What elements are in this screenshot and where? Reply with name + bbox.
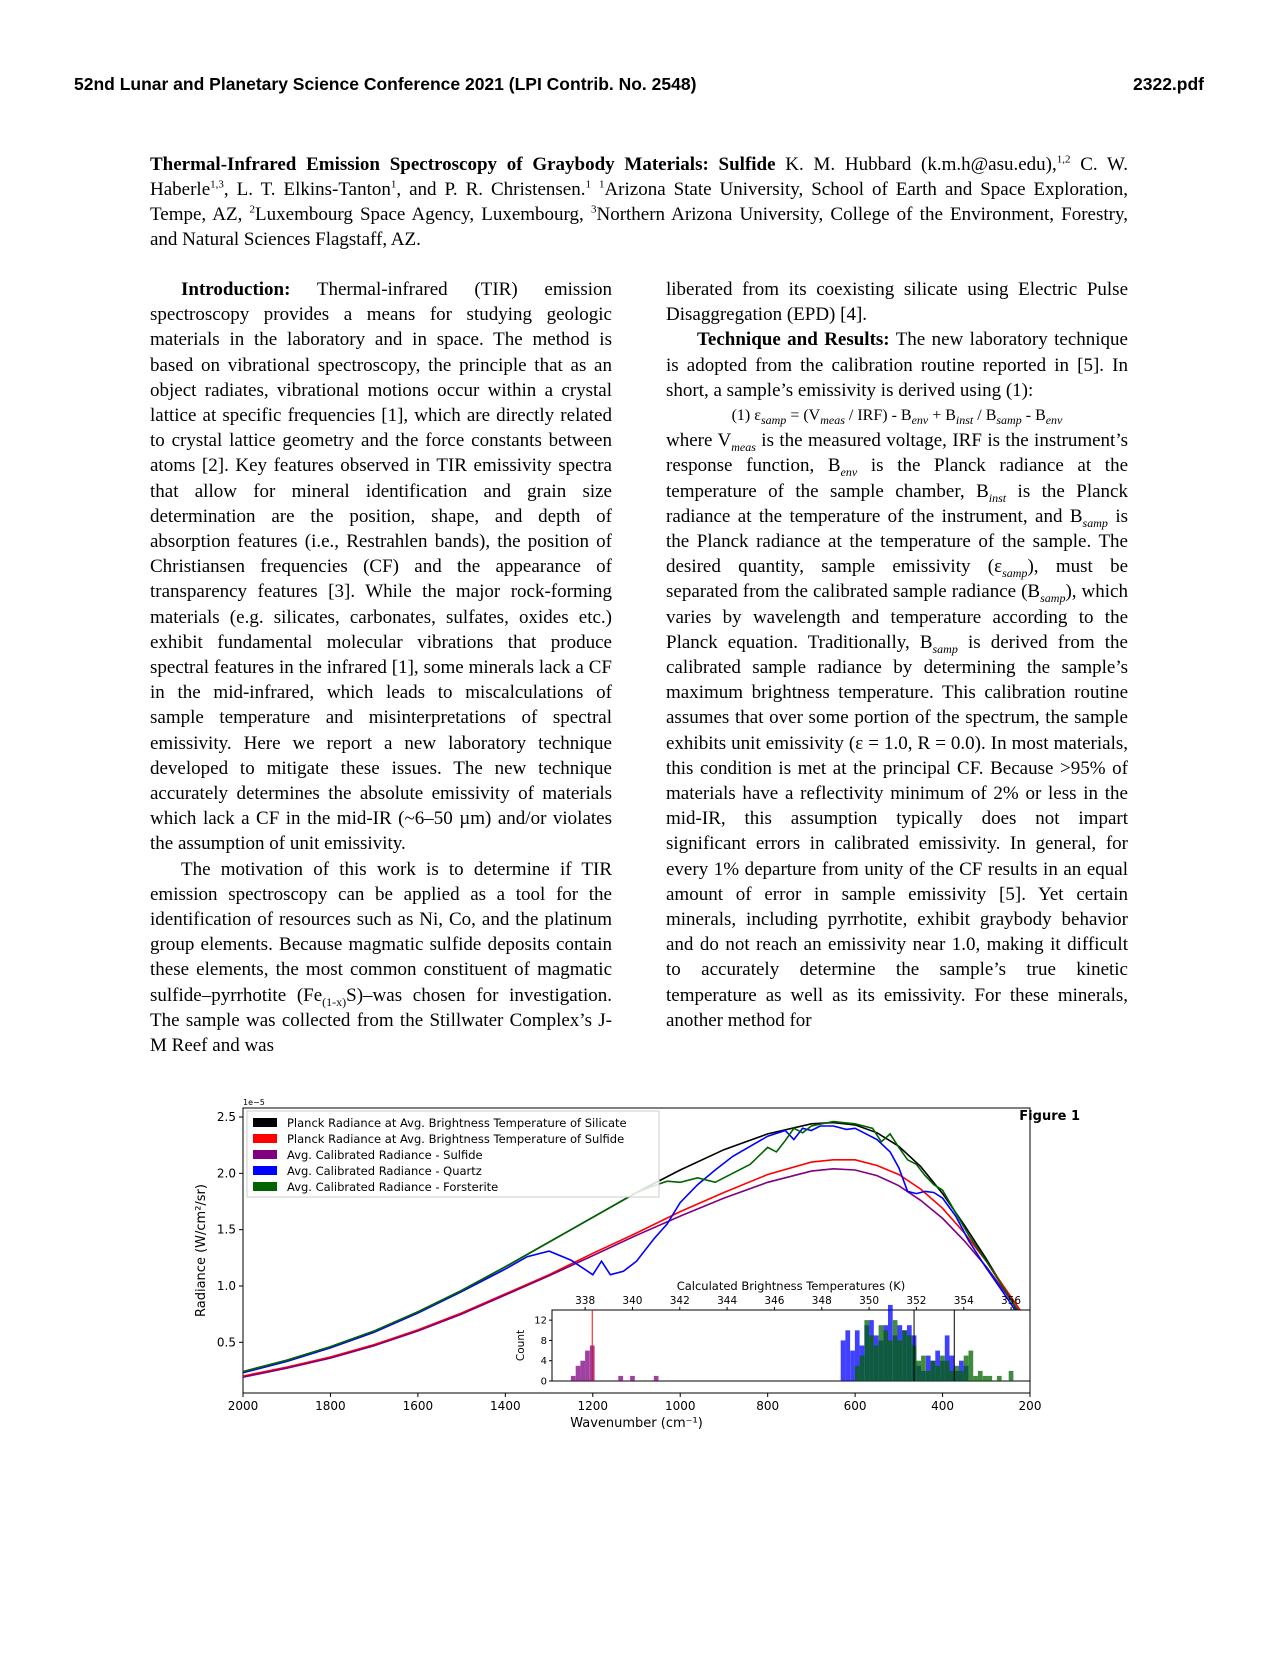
inset-bar-sulfide bbox=[585, 1351, 590, 1381]
x-tick-label: 2000 bbox=[227, 1399, 259, 1413]
figure-label: Figure 1 bbox=[1019, 1109, 1080, 1124]
affiliation-2: Luxembourg Space Agency, Luxembourg, bbox=[255, 204, 591, 225]
inset-bar-sulfide bbox=[580, 1361, 585, 1381]
technique-heading: Technique and Results: bbox=[697, 329, 890, 351]
figure-1 bbox=[195, 1098, 1115, 1498]
x-tick-label: 1800 bbox=[315, 1399, 346, 1413]
paper-title: Thermal-Infrared Emission Spectroscopy of Graybody Materials: Sulfide bbox=[150, 154, 776, 175]
inset-bar-forsterite bbox=[893, 1320, 898, 1381]
intro-paragraph: Introduction: Thermal-infrared (TIR) emission spectroscopy provides a means for studying geologic materials in the laboratory and in space. The method is based on vibrational spectroscopy, the principle that as an object radiates, vibrational motions occur within a crystal lattice at specific frequencies [1], which are directly related to crystal lattice geometry and the force constants between atoms [2]. Key features observed in TIR emissivity spectra that allow for mineral identification and grain size determination are the position, shape, and depth of absorption features (i.e., Restrahlen bands), the position of Christiansen frequencies (CF) and the appearance of transparency features [3]. While the major rock-forming materials (e.g. silicates, carbonates, sulfates, oxides etc.) exhibit fundamental molecular vibrations that produce spectral features in the infrared [1], some minerals lack a CF in the mid-infrared, which leads to miscalculations of sample temperature and misinterpretations of spectral emissivity. Here we report a new laboratory technique developed to mitigate these issues. The new technique accurately determines the absolute emissivity of materials which lack a CF in the mid-IR (~6–50 µm) and/or violates the assumption of unit emissivity. bbox=[150, 279, 612, 855]
inset-bar-forsterite bbox=[950, 1371, 955, 1381]
inset-bar-forsterite bbox=[978, 1371, 983, 1381]
inset-bar-forsterite bbox=[874, 1346, 879, 1382]
inset-bar-forsterite bbox=[879, 1325, 884, 1381]
inset-y-tick-label: 4 bbox=[540, 1356, 547, 1368]
x-tick-label: 800 bbox=[756, 1399, 780, 1413]
technique-paragraph: Technique and Results: The new laboratory technique is adopted from the calibration routine reported in [5]. In short, a sample’s emissivity is derived using (1): bbox=[666, 329, 1128, 401]
inset-x-tick-label: 356 bbox=[1001, 1295, 1022, 1307]
inset-bar-forsterite bbox=[935, 1366, 940, 1381]
inset-bar-sulfide bbox=[630, 1376, 635, 1381]
inset-bar-forsterite bbox=[964, 1356, 969, 1381]
y-multiplier: 1e−5 bbox=[243, 1098, 265, 1107]
intro-heading: Introduction: bbox=[181, 279, 291, 300]
x-tick-label: 1400 bbox=[490, 1399, 521, 1413]
conference-header: 52nd Lunar and Planetary Science Conference 2021 (LPI Contrib. No. 2548) bbox=[74, 74, 697, 94]
y-tick-label: 2.0 bbox=[216, 1166, 236, 1181]
x-tick-label: 1600 bbox=[402, 1399, 434, 1413]
inset-x-tick-label: 346 bbox=[764, 1295, 785, 1307]
legend-swatch bbox=[253, 1134, 277, 1143]
legend-entry: Avg. Calibrated Radiance - Forsterite bbox=[287, 1180, 499, 1194]
inset-bar-sulfide bbox=[654, 1376, 659, 1381]
inset-bar-forsterite bbox=[940, 1356, 945, 1381]
inset-bar-forsterite bbox=[898, 1340, 903, 1381]
inset-bar-sulfide bbox=[571, 1376, 576, 1381]
inset-bar-forsterite bbox=[945, 1361, 950, 1381]
inset-bar-quartz bbox=[850, 1351, 855, 1381]
legend-entry: Avg. Calibrated Radiance - Quartz bbox=[287, 1164, 482, 1178]
x-tick-label: 1000 bbox=[664, 1399, 696, 1413]
y-axis-label: Radiance (W/cm²/sr) bbox=[195, 1184, 209, 1317]
inset-bar-forsterite bbox=[883, 1330, 888, 1381]
inset-x-tick-label: 354 bbox=[953, 1295, 974, 1307]
legend-swatch bbox=[253, 1118, 277, 1127]
inset-bar-quartz bbox=[841, 1340, 846, 1381]
y-tick-label: 2.5 bbox=[216, 1110, 236, 1125]
legend-entry: Avg. Calibrated Radiance - Sulfide bbox=[287, 1148, 483, 1162]
inset-bar-forsterite bbox=[987, 1376, 992, 1381]
legend-entry: Planck Radiance at Avg. Brightness Temperature of Silicate bbox=[287, 1116, 627, 1130]
inset-bar-forsterite bbox=[954, 1366, 959, 1381]
inset-bar-forsterite bbox=[860, 1356, 865, 1381]
inset-bar-forsterite bbox=[855, 1366, 860, 1381]
inset-bar-sulfide bbox=[576, 1366, 581, 1381]
inset-bar-forsterite bbox=[921, 1356, 926, 1381]
legend-swatch bbox=[253, 1166, 277, 1175]
page-id: 2322.pdf bbox=[1133, 74, 1204, 94]
x-tick-label: 600 bbox=[843, 1399, 867, 1413]
inset-bar-forsterite bbox=[931, 1361, 936, 1381]
inset-x-tick-label: 340 bbox=[622, 1295, 643, 1307]
inset-bar-forsterite bbox=[869, 1335, 874, 1381]
where-paragraph: where $V_{meas}$ is the measured voltage, IRF is the instrument’s response function, $B_{env}$ is the Planck radiance at the temperature of the sample chamber, $B_{inst}$ is the Planck radiance at the temperature of the instrument, and $B_{samp}$ is the Planck radiance at the temperature of the sample. The desired quantity, sample emissivity $(\varepsilon_{samp})$, must be separated from the calibrated sample radiance $(B_{samp})$, which varies by wavelength and temperature according to the Planck equation. Traditionally, $B_{samp}$ is derived from the calibrated sample radiance by determining the sample’s maximum brightness temperature. This calibration routine assumes that over some portion of the spectrum, the sample exhibits unit emissivity (ε = 1.0, R = 0.0). In most materials, this condition is met at the principal CF. Because >95% of materials have a reflectivity minimum of 2% or less in the mid-IR, this assumption typically does not impart significant errors in calibrated emissivity. In general, for every 1% departure from unity of the CF results in an equal amount of error in sample emissivity [5]. Yet certain minerals, including pyrrhotite, exhibit graybody behavior and do not reach an emissivity near 1.0, making it difficult to accurately determine the sample’s true kinetic temperature as well as its emissivity. For these minerals, another method for bbox=[666, 430, 1128, 1031]
inset-bar-forsterite bbox=[902, 1330, 907, 1381]
y-tick-label: 1.5 bbox=[216, 1222, 236, 1237]
inset-x-tick-label: 344 bbox=[717, 1295, 738, 1307]
inset-x-tick-label: 342 bbox=[669, 1295, 690, 1307]
right-column bbox=[666, 277, 1128, 1033]
inset-x-tick-label: 350 bbox=[859, 1295, 880, 1307]
inset-bar-forsterite bbox=[997, 1376, 1002, 1381]
inset-y-tick-label: 0 bbox=[540, 1376, 547, 1388]
x-tick-label: 200 bbox=[1018, 1399, 1042, 1413]
inset-bar-forsterite bbox=[983, 1376, 988, 1381]
inset-bar-forsterite bbox=[969, 1351, 974, 1381]
inset-x-tick-label: 352 bbox=[906, 1295, 927, 1307]
inset-x-tick-label: 348 bbox=[811, 1295, 832, 1307]
affiliation-3: Northern Arizona University, College of the Environment, Forestry, and Natural Sciences Flagstaff, AZ. bbox=[150, 204, 1128, 250]
inset-title: Calculated Brightness Temperatures (K) bbox=[676, 1279, 906, 1293]
affiliation-1: Arizona State University, School of Earth and Space Exploration, Tempe, AZ, bbox=[150, 179, 1129, 225]
inset-bar-forsterite bbox=[926, 1371, 931, 1381]
radiance-chart bbox=[195, 1098, 1115, 1498]
inset-x-tick-label: 338 bbox=[575, 1295, 596, 1307]
author-1: K. M. Hubbard (k.m.h@asu.edu), bbox=[775, 154, 1057, 175]
author-2: C. W. Haberle bbox=[150, 154, 1128, 200]
author-3: , L. T. Elkins-Tanton bbox=[223, 179, 391, 200]
inset-y-tick-label: 12 bbox=[534, 1315, 547, 1327]
inset-bar-forsterite bbox=[864, 1320, 869, 1381]
author-4: , and P. R. Christensen. bbox=[396, 179, 586, 200]
inset-bar-forsterite bbox=[916, 1361, 921, 1381]
inset-bar-forsterite bbox=[973, 1376, 978, 1381]
inset-y-tick-label: 8 bbox=[540, 1335, 547, 1347]
left-column bbox=[150, 277, 612, 1058]
legend-swatch bbox=[253, 1150, 277, 1159]
inset-bar-forsterite bbox=[1009, 1371, 1014, 1381]
y-tick-label: 0.5 bbox=[216, 1335, 236, 1350]
inset-bar-forsterite bbox=[959, 1371, 964, 1381]
title-block: Thermal-Infrared Emission Spectroscopy of Graybody Materials: Sulfide K. M. Hubbard (k.m.h@asu.edu),$^{1,2}$ C. W. Haberle$^{1,3}$, L. T. Elkins-Tanton$^1$, and P. R. Christensen.$^1$ $^1$Arizona State University, School of Earth and Space Exploration, Tempe, AZ, $^2$Luxembourg Space Agency, Luxembourg, $^3$Northern Arizona University, College of the Environment, Forestry, and Natural Sciences Flagstaff, AZ. bbox=[150, 153, 1129, 250]
y-tick-label: 1.0 bbox=[216, 1278, 236, 1293]
continued-paragraph: liberated from its coexisting silicate using Electric Pulse Disaggregation (EPD) [4]. bbox=[666, 279, 1128, 326]
legend-swatch bbox=[253, 1182, 277, 1191]
inset-bar-quartz bbox=[845, 1330, 850, 1381]
inset-bar-forsterite bbox=[888, 1340, 893, 1381]
inset-y-label: Count bbox=[515, 1329, 527, 1362]
inset-bar-sulfide bbox=[618, 1376, 623, 1381]
motivation-paragraph: The motivation of this work is to determine if TIR emission spectroscopy can be applied as a tool for the identification of resources such as Ni, Co, and the platinum group elements. Because magmatic sulfide deposits contain these elements, the most common constituent of magmatic sulfide–pyrrhotite $(Fe_{(1-x)}S)$–was chosen for investigation. The sample was collected from the Stillwater Complex’s J-M Reef and was bbox=[150, 858, 612, 1057]
x-axis-label: Wavenumber (cm⁻¹) bbox=[570, 1416, 703, 1431]
legend-entry: Planck Radiance at Avg. Brightness Temperature of Sulfide bbox=[287, 1132, 625, 1146]
x-tick-label: 1200 bbox=[577, 1399, 609, 1413]
equation-1: (1) $\varepsilon_{samp} = (V_{meas} / IRF) - B_{env} + B_{inst} / B_{samp} - B_{env}$ bbox=[731, 407, 1063, 428]
x-tick-label: 400 bbox=[931, 1399, 955, 1413]
inset-bar-forsterite bbox=[907, 1335, 912, 1381]
